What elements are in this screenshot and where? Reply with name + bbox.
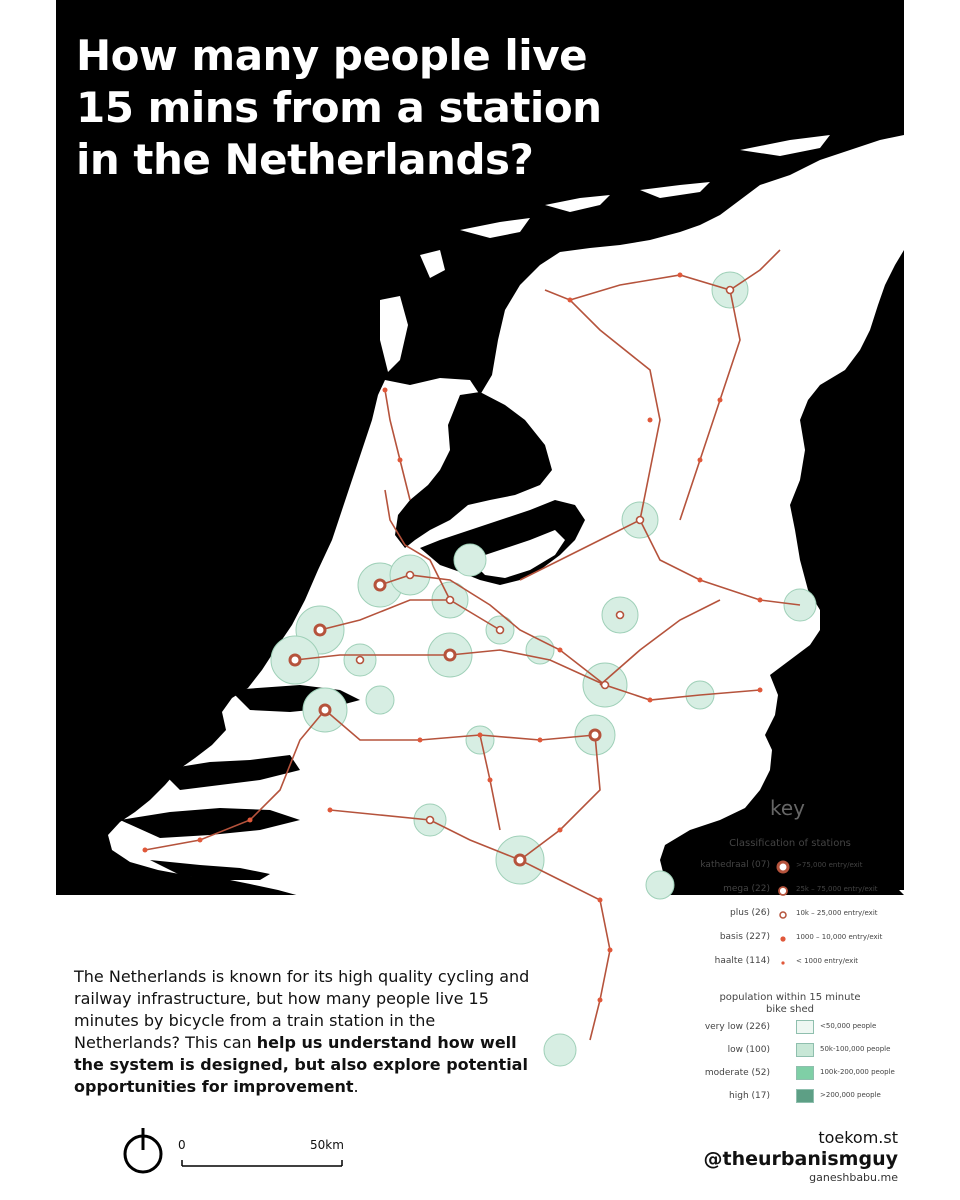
station-marker <box>598 998 603 1003</box>
station-marker <box>290 655 300 665</box>
station-marker <box>698 578 703 583</box>
station-marker <box>602 682 609 689</box>
scale-start: 0 <box>178 1138 186 1152</box>
key-label: haalte (114) <box>714 956 770 966</box>
key-stations-heading: Classification of stations <box>729 838 851 849</box>
station-marker <box>478 733 483 738</box>
key-label: very low (226) <box>704 1022 770 1032</box>
key-label: basis (227) <box>719 932 770 942</box>
station-marker <box>320 705 330 715</box>
station-marker <box>398 458 403 463</box>
station-marker <box>357 657 364 664</box>
key-row-plus <box>690 906 890 922</box>
key-label: mega (22) <box>723 884 770 894</box>
key-row-very-low <box>690 1020 890 1036</box>
key-row-basis <box>690 930 890 946</box>
key-row-kathedraal <box>690 858 890 874</box>
intro-text <box>74 966 544 1098</box>
basis-station-icon <box>776 932 790 946</box>
bike-shed-area <box>454 544 486 576</box>
key-desc: 25k – 75,000 entry/exit <box>796 885 878 893</box>
key-label: kathedraal (07) <box>700 860 770 870</box>
station-marker <box>375 580 385 590</box>
bike-shed-area <box>544 1034 576 1066</box>
credits <box>704 1128 898 1184</box>
mega-station-icon <box>776 884 790 898</box>
station-marker <box>248 818 253 823</box>
bike-shed-area <box>366 686 394 714</box>
intro-part-2: . <box>353 1077 359 1096</box>
key-label: moderate (52) <box>704 1068 770 1078</box>
key-desc: 100k-200,000 people <box>820 1068 895 1076</box>
station-marker <box>515 855 525 865</box>
low-swatch <box>796 1043 814 1057</box>
credit-web: ganeshbabu.me <box>809 1171 898 1184</box>
station-marker <box>718 398 723 403</box>
key-row-mega <box>690 882 890 898</box>
station-marker <box>698 458 703 463</box>
station-marker <box>143 848 148 853</box>
station-marker <box>758 688 763 693</box>
station-marker <box>383 388 388 393</box>
station-marker <box>598 898 603 903</box>
station-marker <box>558 648 563 653</box>
intro-part-1: The Netherlands is known for its high quality cycling and railway infrastructure, but how many people live 15 minutes by bicycle from a train station in the Netherlands? This can <box>74 967 530 1052</box>
key-label: high (17) <box>729 1091 770 1101</box>
bike-shed-area <box>466 726 494 754</box>
key-desc: >75,000 entry/exit <box>796 861 863 869</box>
haalte-station-icon <box>776 956 790 970</box>
key-desc: < 1000 entry/exit <box>796 957 859 965</box>
key-row-low <box>690 1043 890 1059</box>
station-marker <box>648 698 653 703</box>
page-title <box>76 30 602 186</box>
intro-bold: help us understand how well the system is designed, but also explore potential opportunities for improvement <box>74 1033 528 1096</box>
station-marker <box>407 572 414 579</box>
station-marker <box>608 948 613 953</box>
bike-shed-area <box>646 871 674 899</box>
station-marker <box>198 838 203 843</box>
station-marker <box>617 612 624 619</box>
title-line-3: in the Netherlands? <box>76 135 534 184</box>
key-row-haalte <box>690 954 890 970</box>
key-row-high <box>690 1089 890 1105</box>
moderate-swatch <box>796 1066 814 1080</box>
station-marker <box>497 627 504 634</box>
kathedraal-station-icon <box>776 860 790 874</box>
station-marker <box>558 828 563 833</box>
station-marker <box>328 808 333 813</box>
key-population-heading-1: population within 15 minute <box>719 992 861 1003</box>
title-line-1: How many people live <box>76 31 588 80</box>
station-marker <box>568 298 573 303</box>
station-marker <box>758 598 763 603</box>
station-marker <box>538 738 543 743</box>
very-low-swatch <box>796 1020 814 1034</box>
credit-handle: @theurbanismguy <box>703 1148 898 1170</box>
key-desc: 50k-100,000 people <box>820 1045 891 1053</box>
station-marker <box>488 778 493 783</box>
scale-end: 50km <box>310 1138 344 1152</box>
key-row-moderate <box>690 1066 895 1082</box>
key-desc: 1000 – 10,000 entry/exit <box>796 933 883 941</box>
title-line-2: 15 mins from a station <box>76 83 602 132</box>
north-arrow-icon <box>120 1124 360 1180</box>
key-label: low (100) <box>727 1045 770 1055</box>
key-label: plus (26) <box>730 908 770 918</box>
credit-site: toekom.st <box>818 1128 898 1147</box>
station-marker <box>445 650 455 660</box>
key-population-heading-2: bike shed <box>766 1004 814 1015</box>
station-marker <box>590 730 600 740</box>
high-swatch <box>796 1089 814 1103</box>
station-marker <box>648 418 653 423</box>
key-desc: <50,000 people <box>820 1022 877 1030</box>
station-marker <box>427 817 434 824</box>
station-marker <box>678 273 683 278</box>
station-marker <box>447 597 454 604</box>
key-desc: 10k – 25,000 entry/exit <box>796 909 878 917</box>
key-title: key <box>770 796 806 820</box>
scale-bar <box>120 1124 360 1180</box>
station-marker <box>315 625 325 635</box>
station-marker <box>727 287 734 294</box>
station-marker <box>418 738 423 743</box>
plus-station-icon <box>776 908 790 922</box>
station-marker <box>637 517 644 524</box>
key-desc: >200,000 people <box>820 1091 881 1099</box>
